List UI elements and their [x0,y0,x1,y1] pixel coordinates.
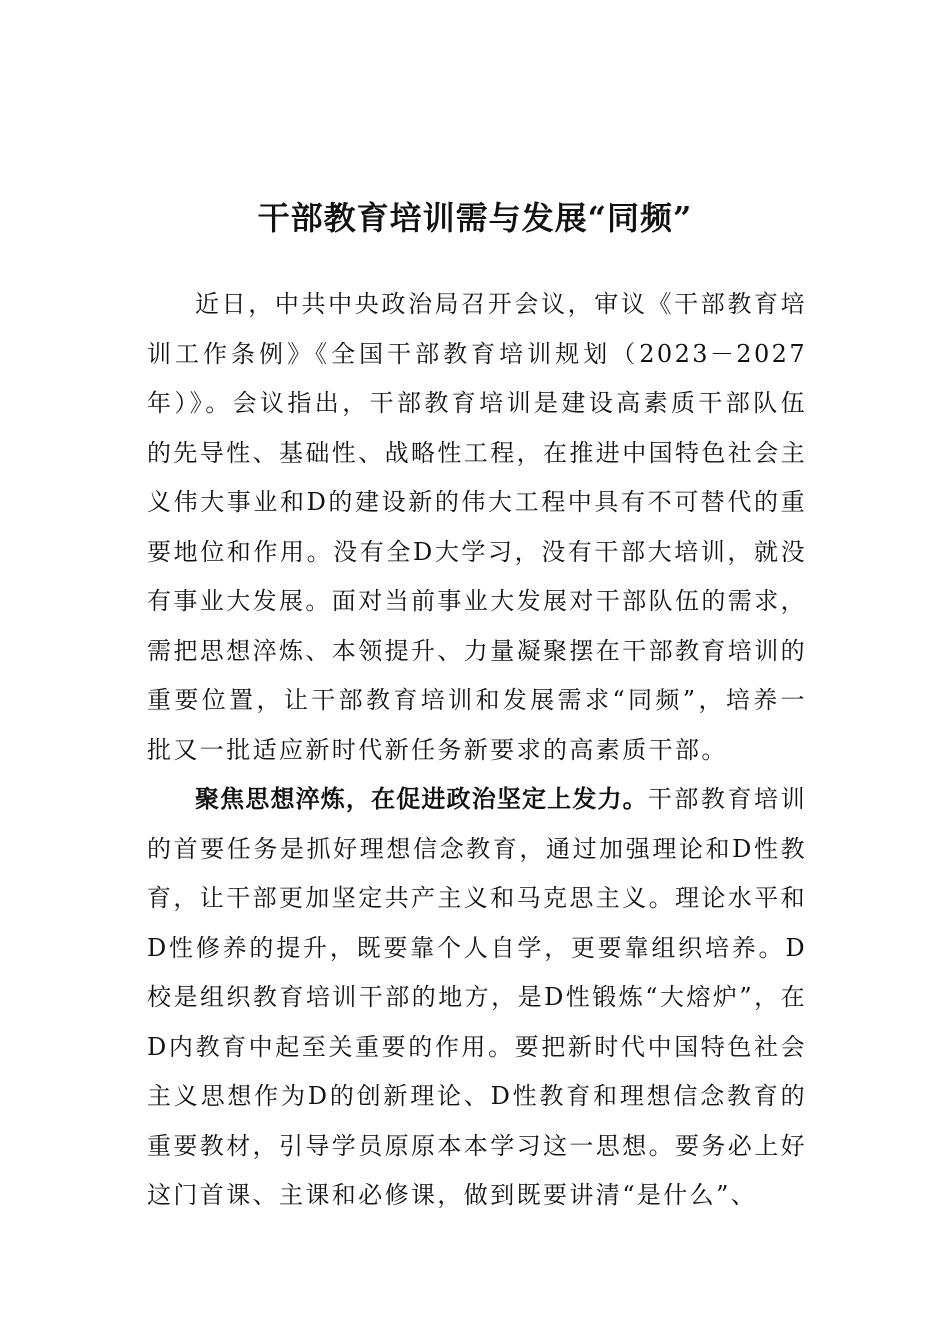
body-paragraph [147,280,807,775]
paragraph-text: 近日，中共中央政治局召开会议，审议《干部教育培训工作条例》《全国干部教育培训规划（2023－2027年）》。会议指出，干部教育培训是建设高素质干部队伍的先导性、基础性、战略性工程，在推进中国特色社会主义伟大事业和D的建设新的伟大工程中具有不可替代的重要地位和作用。没有全D大学习，没有干部大培训，就没有事业大发展。面对当前事业大发展对干部队伍的需求，需把思想淬炼、本领提升、力量凝聚摆在干部教育培训的重要位置，让干部教育培训和发展需求“同频”，培养一批又一批适应新时代新任务新要求的高素质干部。 [147,290,807,764]
document-title: 干部教育培训需与发展“同频” [257,199,693,238]
paragraph-text: 干部教育培训的首要任务是抓好理想信念教育，通过加强理论和D性教育，让干部更加坚定共产主义和马克思主义。理论水平和D性修养的提升，既要靠个人自学，更要靠组织培养。D校是组织教育培训干部的地方，是D性锻炼“大熔炉”，在D内教育中起至关重要的作用。要把新时代中国特色社会主义思想作为D的创新理论、D性教育和理想信念教育的重要教材，引导学员原原本本学习这一思想。要务必上好这门首课、主课和必修课，做到既要讲清“是什么”、 [147,785,807,1209]
paragraph-lead-heading: 聚焦思想淬炼，在促进政治坚定上发力。 [195,785,648,813]
body-paragraph [147,775,807,1221]
document-body [147,280,807,1221]
